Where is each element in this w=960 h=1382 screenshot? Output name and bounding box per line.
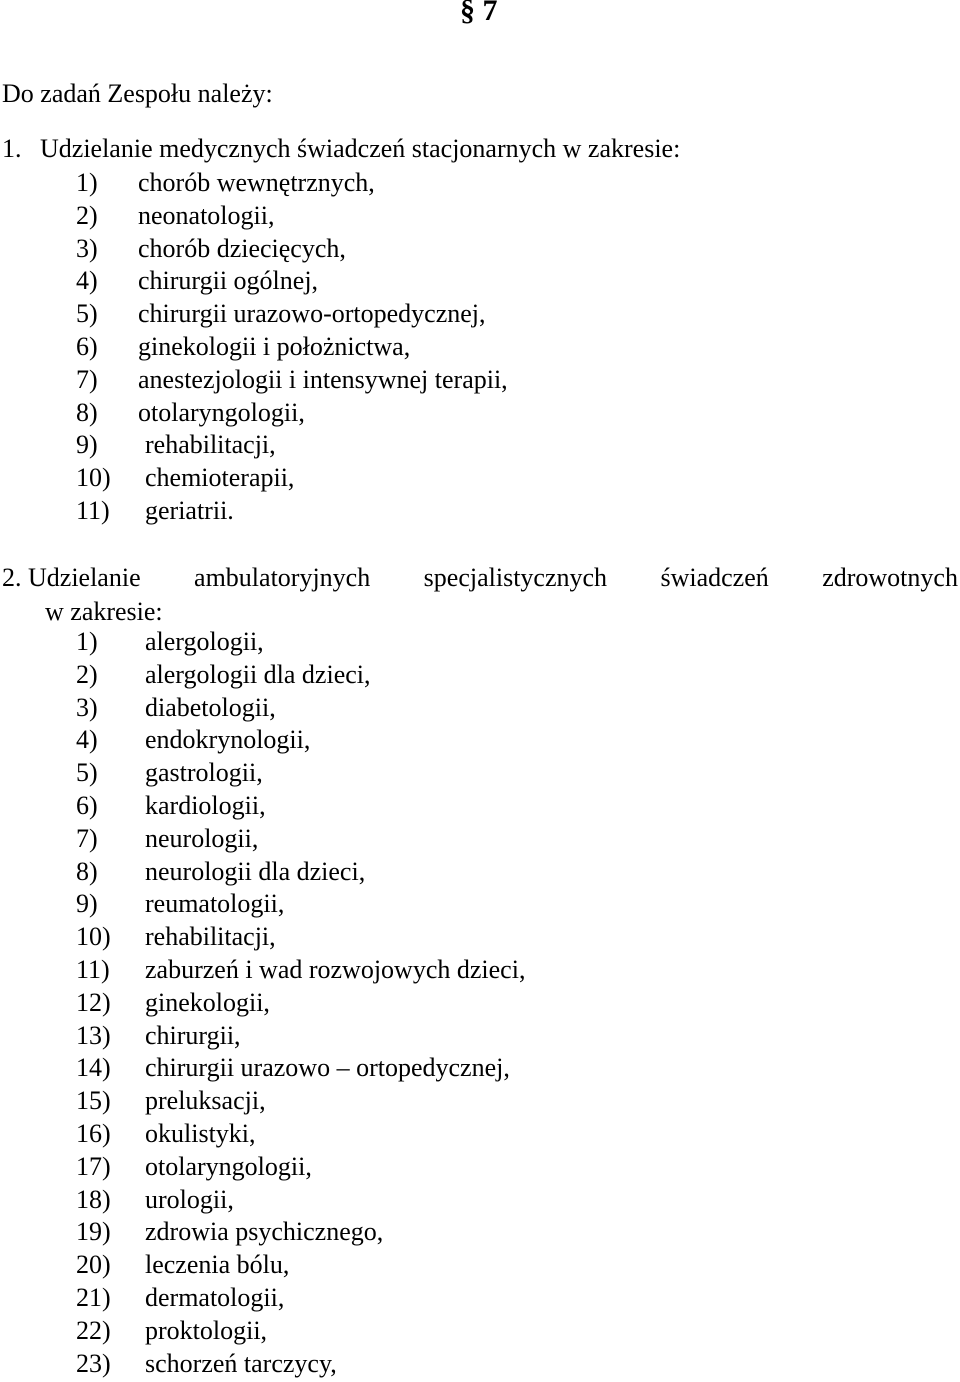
- list-item-text: chorób wewnętrznych,: [138, 168, 375, 197]
- list-item-number: 1): [76, 627, 98, 656]
- list-item: [76, 659, 525, 692]
- list-item-text: otolaryngologii,: [138, 397, 305, 427]
- list-item-number: 1): [76, 168, 98, 197]
- list-item-number: 23): [76, 1348, 111, 1378]
- list-item: [76, 823, 525, 856]
- list-item: [76, 265, 508, 298]
- list-item: [76, 364, 508, 397]
- list-item: [76, 790, 525, 823]
- list-item: [76, 200, 508, 233]
- list-item: [76, 856, 525, 889]
- list-item-text: ginekologii,: [145, 987, 270, 1017]
- list-item-number: 13): [76, 1020, 111, 1050]
- list-item-text: zaburzeń i wad rozwojowych dzieci,: [145, 954, 526, 984]
- section-2-title-line2: w zakresie:: [45, 597, 163, 626]
- list-item-text: otolaryngologii,: [145, 1151, 312, 1181]
- list-item-text: geriatrii.: [145, 495, 234, 525]
- list-item-text: rehabilitacji,: [145, 430, 276, 460]
- list-item-number: 16): [76, 1118, 111, 1148]
- list-item: [76, 167, 508, 200]
- section-2-list: [76, 626, 525, 1380]
- list-item-number: 12): [76, 987, 111, 1017]
- list-item-text: dermatologii,: [145, 1282, 285, 1312]
- list-item-number: 10): [76, 463, 111, 493]
- list-item-text: leczenia bólu,: [145, 1250, 290, 1280]
- list-item-text: neonatologii,: [138, 200, 275, 230]
- list-item-number: 3): [76, 692, 98, 722]
- section-2-title-word: ambulatoryjnych: [194, 563, 371, 592]
- list-item-text: gastrologii,: [145, 758, 263, 788]
- list-item: [76, 626, 525, 659]
- section-2-title-word: świadczeń: [660, 563, 769, 592]
- list-item-number: 2): [76, 659, 98, 689]
- list-item-number: 7): [76, 364, 98, 394]
- section-2-number: 2.: [2, 563, 22, 592]
- list-item: [76, 1315, 525, 1348]
- list-item-number: 9): [76, 430, 98, 460]
- list-item-number: 8): [76, 856, 98, 886]
- list-item: [76, 331, 508, 364]
- list-item-number: 2): [76, 200, 98, 230]
- list-item-number: 10): [76, 922, 111, 952]
- list-item: [76, 954, 525, 987]
- list-item: [76, 397, 508, 430]
- list-item-number: 11): [76, 954, 110, 984]
- list-item-text: anestezjologii i intensywnej terapii,: [138, 364, 508, 394]
- list-item-number: 4): [76, 266, 98, 296]
- list-item-text: neurologii dla dzieci,: [145, 856, 366, 886]
- list-item-number: 8): [76, 397, 98, 427]
- section-1-number: 1.: [2, 134, 22, 163]
- list-item-text: urologii,: [145, 1184, 234, 1214]
- list-item-number: 9): [76, 889, 98, 919]
- list-item: [76, 757, 525, 790]
- list-item-number: 6): [76, 790, 98, 820]
- list-item: [76, 495, 508, 528]
- list-item-text: endokrynologii,: [145, 725, 311, 755]
- list-item: [76, 1184, 525, 1217]
- list-item: [76, 1085, 525, 1118]
- list-item: [76, 921, 525, 954]
- section-1-list: [76, 167, 508, 528]
- list-item-text: kardiologii,: [145, 790, 266, 820]
- list-item: [76, 298, 508, 331]
- list-item-text: chirurgii urazowo-ortopedycznej,: [138, 299, 486, 329]
- list-item-text: neurologii,: [145, 823, 259, 853]
- list-item-number: 19): [76, 1217, 111, 1247]
- list-item-number: 5): [76, 299, 98, 329]
- list-item-text: reumatologii,: [145, 889, 285, 919]
- list-item: [76, 1118, 525, 1151]
- list-item: [76, 724, 525, 757]
- list-item: [76, 987, 525, 1020]
- section-2-title-word: specjalistycznych: [423, 563, 608, 592]
- list-item: [76, 1249, 525, 1282]
- intro-text: Do zadań Zespołu należy:: [2, 79, 273, 108]
- list-item-text: chirurgii ogólnej,: [138, 266, 319, 296]
- list-item: [76, 1282, 525, 1315]
- list-item: [76, 1020, 525, 1053]
- list-item: [76, 1151, 525, 1184]
- list-item-number: 11): [76, 495, 110, 525]
- list-item-number: 15): [76, 1086, 111, 1116]
- list-item: [76, 692, 525, 725]
- list-item-number: 4): [76, 725, 98, 755]
- list-item: [76, 233, 508, 266]
- list-item-text: okulistyki,: [145, 1118, 256, 1148]
- section-2-title-word: 2. Udzielanie: [2, 563, 141, 592]
- list-item-text: ginekologii i położnictwa,: [138, 331, 411, 361]
- list-item: [76, 429, 508, 462]
- list-item-number: 17): [76, 1151, 111, 1181]
- list-item-text: alergologii dla dzieci,: [145, 659, 371, 689]
- section-1-title: [2, 134, 680, 164]
- list-item-text: diabetologii,: [145, 692, 276, 722]
- paragraph-heading: § 7: [460, 0, 498, 27]
- list-item-number: 14): [76, 1053, 111, 1083]
- list-item-number: 18): [76, 1184, 111, 1214]
- list-item-number: 3): [76, 233, 98, 263]
- list-item: [76, 1216, 525, 1249]
- section-2-title: [2, 561, 958, 629]
- list-item-number: 6): [76, 331, 98, 361]
- section-2-title-word: zdrowotnych: [822, 563, 958, 592]
- list-item-number: 20): [76, 1250, 111, 1280]
- list-item-text: alergologii,: [145, 627, 264, 656]
- list-item: [76, 1052, 525, 1085]
- list-item-text: chorób dziecięcych,: [138, 233, 346, 263]
- list-item: [76, 888, 525, 921]
- list-item-text: chirurgii urazowo – ortopedycznej,: [145, 1053, 510, 1083]
- list-item-text: proktologii,: [145, 1315, 268, 1345]
- list-item: [76, 1348, 525, 1381]
- list-item-number: 22): [76, 1315, 111, 1345]
- list-item: [76, 462, 508, 495]
- list-item-text: chemioterapii,: [145, 463, 295, 493]
- list-item-text: zdrowia psychicznego,: [145, 1217, 384, 1247]
- list-item-text: rehabilitacji,: [145, 922, 276, 952]
- list-item-text: schorzeń tarczycy,: [145, 1348, 337, 1378]
- list-item-text: preluksacji,: [145, 1086, 266, 1116]
- list-item-number: 7): [76, 823, 98, 853]
- list-item-text: chirurgii,: [145, 1020, 241, 1050]
- section-1-title-text: Udzielanie medycznych świadczeń stacjonarnych w zakresie:: [40, 134, 681, 163]
- list-item-number: 21): [76, 1282, 111, 1312]
- list-item-number: 5): [76, 758, 98, 788]
